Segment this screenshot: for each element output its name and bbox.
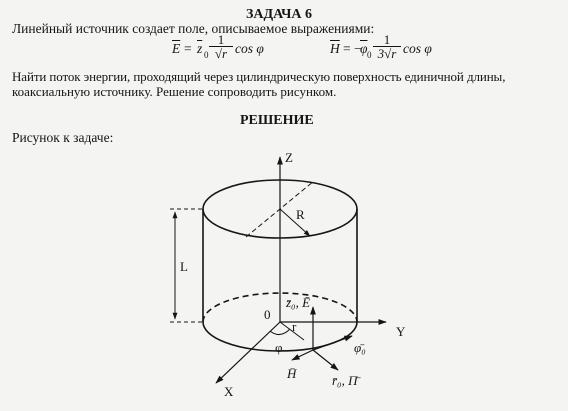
task-line-2: коаксиальную источнику. Решение сопроводить рисунком.: [12, 84, 337, 99]
formula-e-eq: =: [184, 41, 192, 56]
formula-e-lhs: $\overline{E}$: [172, 41, 181, 56]
formula-e-den: √r: [214, 46, 228, 61]
h-label: H̄: [287, 366, 297, 381]
phi0-vector: [313, 336, 352, 350]
y-axis-label: Y: [396, 324, 406, 339]
formula-h-num: 1: [373, 33, 401, 47]
problem-title: ЗАДАЧА 6: [246, 7, 313, 22]
formula-e-sub: 0: [204, 50, 209, 60]
formula-e-num: 1: [209, 33, 233, 47]
phi0-label: φ̄₀: [354, 340, 366, 355]
z0-e-label: z̄₀, Ē: [286, 295, 311, 310]
r0-pi-label: r̄₀, Π̄: [332, 373, 358, 388]
radius-label: R: [296, 207, 305, 222]
task-line-1: Найти поток энергии, проходящий через цилиндрическую поверхность единичной длины,: [12, 69, 506, 84]
formula-h-sub: 0: [367, 50, 372, 60]
phi-label: φ: [275, 340, 283, 355]
figure-caption: Рисунок к задаче:: [12, 130, 114, 145]
phi-arc: [270, 329, 290, 335]
formula-h-tail: cos φ: [403, 41, 432, 56]
problem-intro: Линейный источник создает поле, описываемое выражениями:: [12, 21, 375, 36]
x-axis-label: X: [224, 384, 234, 399]
l-label: L: [180, 259, 188, 274]
formula-e-vec: $\overline{z}$: [197, 41, 203, 56]
radius-arrow: [280, 209, 310, 236]
origin-label: 0: [264, 307, 271, 322]
z-axis-label: Z: [285, 150, 293, 165]
r0-pi-vector: [313, 350, 338, 370]
formula-h-den: 3√r: [377, 46, 397, 61]
solution-heading: РЕШЕНИЕ: [240, 113, 314, 128]
formula-h-eq: = −: [343, 41, 362, 56]
formula-h-lhs: $\overline{H}$: [330, 41, 340, 56]
r-label: r: [292, 319, 297, 334]
formula-e-tail: cos φ: [235, 41, 264, 56]
h-vector: [292, 350, 313, 360]
formula-h-vec: $\overline{\varphi}$: [360, 41, 368, 56]
